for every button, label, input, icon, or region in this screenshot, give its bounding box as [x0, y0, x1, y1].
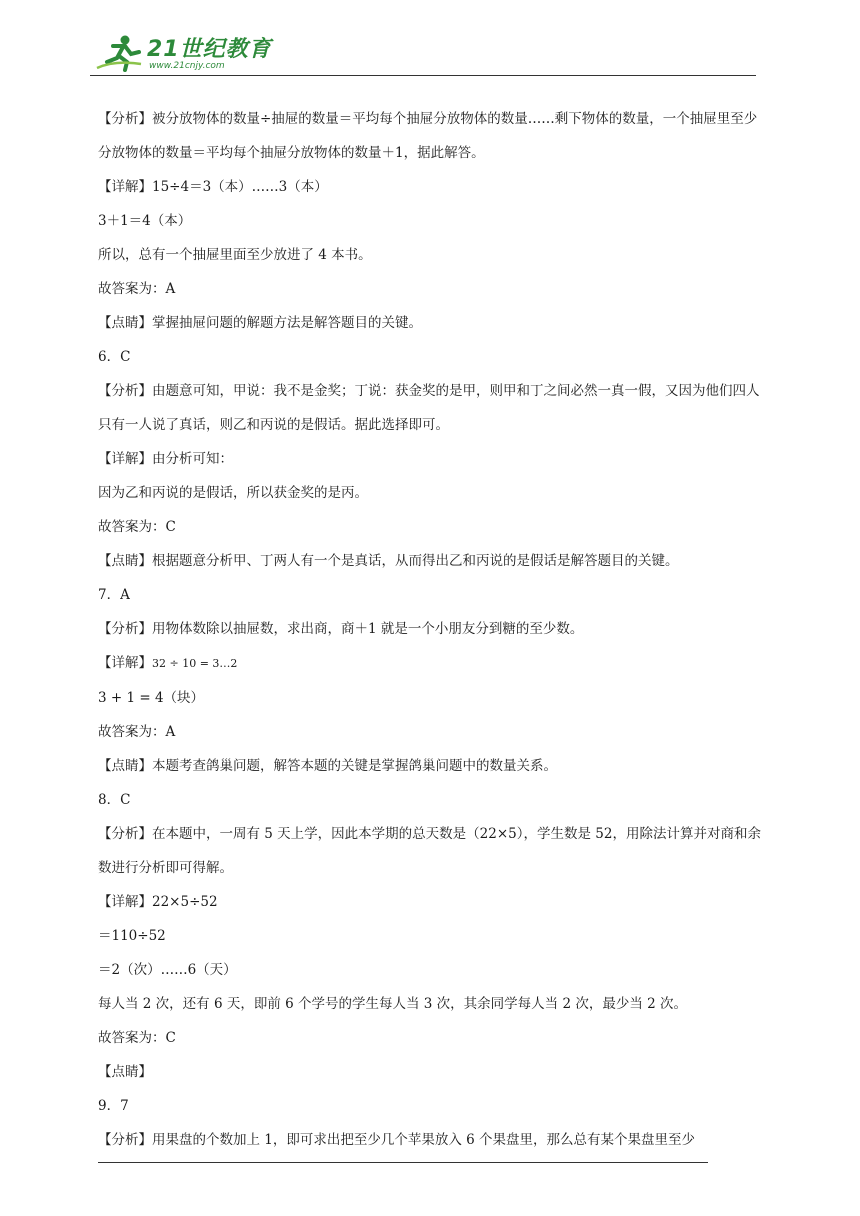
analysis-text: 【分析】用物体数除以抽屉数，求出商，商＋1 就是一个小朋友分到糖的至少数。	[98, 621, 584, 637]
page-header	[90, 30, 756, 78]
analysis-text: 【分析】用果盘的个数加上 1，即可求出把至少几个苹果放入 6 个果盘里，那么总有某个果盘里至少	[98, 1132, 696, 1148]
logo-text: 21世纪教育	[147, 37, 272, 62]
answer-content	[98, 102, 762, 1157]
analysis-text: 【分析】被分放物体的数量÷抽屉的数量＝平均每个抽屉分放物体的数量……剩下物体的数量，一个抽屉里至少分放物体的数量＝平均每个抽屉分放物体的数量＋1，据此解答。	[98, 111, 758, 161]
math-expression: 32 ÷ 10 = 3…2	[152, 657, 238, 670]
key-point-text: 【点睛】根据题意分析甲、丁两人有一个是真话，从而得出乙和丙说的是假话是解答题目的关键。	[98, 553, 679, 569]
calc-line: 3 + 1 = 4（块）	[98, 690, 205, 706]
logo-url: www.21cnjy.com	[149, 61, 225, 71]
question-number: 9．7	[98, 1098, 129, 1114]
conclusion-text: 所以，总有一个抽屉里面至少放进了 4 本书。	[98, 247, 372, 263]
header-rule	[90, 75, 756, 76]
detail-text: 【详解】由分析可知：	[98, 451, 233, 467]
analysis-text: 【分析】由题意可知，甲说：我不是金奖；丁说：获金奖的是甲，则甲和丁之间必然一真一假，又因为他们四人只有一人说了真话，则乙和丙说的是假话。据此选择即可。	[98, 383, 760, 433]
question-number: 8．C	[98, 792, 131, 808]
runner-logo-icon	[95, 34, 145, 72]
question-number: 7．A	[98, 587, 130, 603]
footer-rule	[98, 1162, 708, 1163]
answer-line: 故答案为：A	[98, 281, 176, 297]
calc-line: ＝110÷52	[98, 928, 166, 944]
calc-line: ＝2（次）……6（天）	[98, 962, 237, 978]
detail-line	[98, 646, 762, 681]
question-number: 6．C	[98, 349, 131, 365]
answer-line: 故答案为：C	[98, 1030, 176, 1046]
detail-text: 【详解】15÷4＝3（本）……3（本）	[98, 179, 328, 195]
calc-line: 3＋1＝4（本）	[98, 213, 192, 229]
key-point-text: 【点睛】本题考查鸽巢问题，解答本题的关键是掌握鸽巢问题中的数量关系。	[98, 758, 557, 774]
conclusion-text: 因为乙和丙说的是假话，所以获金奖的是丙。	[98, 485, 368, 501]
answer-line: 故答案为：A	[98, 724, 176, 740]
conclusion-text: 每人当 2 次，还有 6 天，即前 6 个学号的学生每人当 3 次，其余同学每人当 2 次，最少当 2 次。	[98, 996, 688, 1012]
detail-label: 【详解】	[98, 655, 152, 671]
analysis-text: 【分析】在本题中，一周有 5 天上学，因此本学期的总天数是（22×5），学生数是 52，用除法计算并对商和余数进行分析即可得解。	[98, 826, 761, 876]
logo	[95, 30, 272, 76]
key-point-text: 【点睛】掌握抽屉问题的解题方法是解答题目的关键。	[98, 315, 422, 331]
answer-line: 故答案为：C	[98, 519, 176, 535]
key-point-text: 【点睛】	[98, 1064, 152, 1080]
detail-text: 【详解】22×5÷52	[98, 894, 218, 910]
